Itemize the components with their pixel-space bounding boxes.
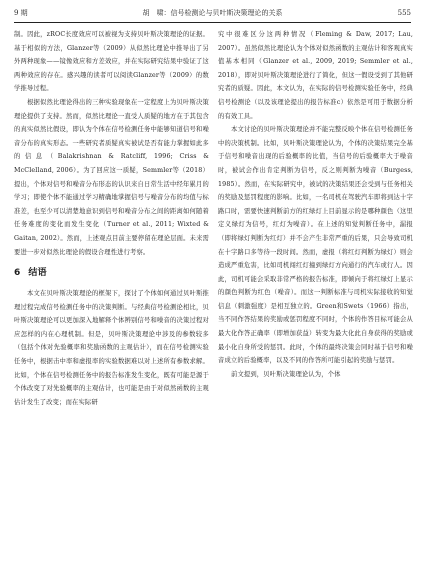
section-number: 6 xyxy=(14,268,21,279)
right-column xyxy=(218,28,413,562)
paragraph: 根据似然比理论得出的三种实验现象在一定程度上为贝叶斯决策理论提供了支持。然而，似然比理论一直受人质疑的地方在于其包含的真实似然比假设，即认为个体在信号检测任务中能够知道信号和噪音分布的真实形态。一些研究者质疑真实被试是否有能力掌握如此多的信息（Balakrishnan & Ratcliff, 1996; Criss & McClelland, 2006）。为了回应这一质疑，Semmler等（2018）提出，个体对信号和噪音分布形态的认识来自日常生活中经年累月的学习；即使个体不能通过学习精确地掌握信号与噪音分布的均值与标准差，也至少可以清楚地意识到信号和噪音分布之间的距离如何随着任务难度的变化而发生变化（Turner et al., 2011; Wixted & Gaitan, 2002）。然而，上述观点目前主要停留在理论层面。未来需要进一步对似然比理论的假设合理性进行考察。 xyxy=(14,98,209,256)
paragraph: 制。因此，zROC长度效应可以被视为支持贝叶斯决策理论的证据。基于相似的方法，Glanzer等（2009）从似然比理论中推导出了另外两种现象——镜像效应和方差效应，并在实际研究结果中验证了这两种效应的存在。感兴趣的读者可以阅读Glanzer等（2009）的数学推导过程。 xyxy=(14,31,209,93)
left-column xyxy=(14,28,209,562)
section-heading xyxy=(14,265,209,281)
running-header xyxy=(14,6,411,20)
section-title: 结语 xyxy=(28,268,47,279)
page-number: 555 xyxy=(397,9,411,17)
running-title: 胡 啸：信号检测论与贝叶斯决策理论的关系 xyxy=(142,9,283,17)
issue-number: 9 期 xyxy=(14,9,28,17)
paragraph: 究中很难区分这两种情况（Fleming & Daw, 2017; Lau, 2007）。虽然似然比理论认为个体对似然函数的主观估计和客观真实值基本相同（Glanzer et al., 2009, 2019; Semmler et al., 2018），即对贝叶斯决策理论进行了简化，但这一假设受到了其他研究者的质疑。因此，本文认为，在实际的信号检测实验任务中，经典信号检测论（以及该理论提出的报告标准c）依然是可用于数据分析的有效工具。 xyxy=(218,31,413,120)
paragraph: 前文提到，贝叶斯决策理论认为，个体 xyxy=(231,370,341,378)
paragraph: 本文讨论的贝叶斯决策理论并不能完整反映个体在信号检测任务中的决策机制。比如，贝叶斯决策理论认为，个体的决策结果完全基于信号和噪音出现的后验概率的比值，当信号的后验概率大于噪音时，被试会作出肯定判断为信号，反之则判断为噪音（Burgess, 1985）。然而，在实际研究中，被试的决策结果还会受到与任务相关的奖励及惩罚程度的影响。比如，一名司机在驾驶汽车即将到达十字路口时，需要快速判断前方的红绿灯上目前显示的是哪种颜色（这里定义绿灯为信号，红灯为噪音）。在上述的知觉判断任务中，漏报（即将绿灯判断为红灯）并不会产生非常严重的后果，只会导致司机在十字路口多等待一段时间。然而，虚报（将红灯判断为绿灯）则会造成严重危害，比如司机闯红灯撞到绿灯方向通行的汽车或行人。因此，司机可能会采取非常严格的报告标准，即倾向于将红绿灯上显示的颜色判断为红色（噪音）。而这一判断标准与司机实际接收的知觉信息（刺激强度）是相互独立的。Green和Swets（1966）指出，当不同作答结果的奖励或惩罚程度不同时，个体的作答目标可能会从最大化作答正确率（即增加获益）转变为最大化此自身获得的奖励或最小化自身所受的惩罚。此时，个体的最终决策会同时基于信号和噪音成立的后验概率，以及不同的作答所可能引起的奖励与惩罚。 xyxy=(218,126,413,365)
paragraph: 本文在贝叶斯决策理论的框架下，探讨了个体如何通过贝叶斯推理过程完成信号检测任务中的决策判断。与经典信号检测论相比，贝叶斯决策理论可以更加深入地解释个体辨别信号和噪音的决策过程对应怎样的内在心理机制。但是，贝叶斯决策理论中涉及的参数较多（包括个体对先验概率和奖励函数的主观估计），而在信号检测实验任务中，根据击中率和虚报率的实验数据难以对上述所有参数求解。比如，个体在信号检测任务中的报告标准发生变化，既有可能是源于个体改变了对先验概率的主观估计，也可能是由于对似然函数的主观估计发生了改变；而在实际研 xyxy=(14,290,209,406)
header-rule xyxy=(14,22,411,23)
